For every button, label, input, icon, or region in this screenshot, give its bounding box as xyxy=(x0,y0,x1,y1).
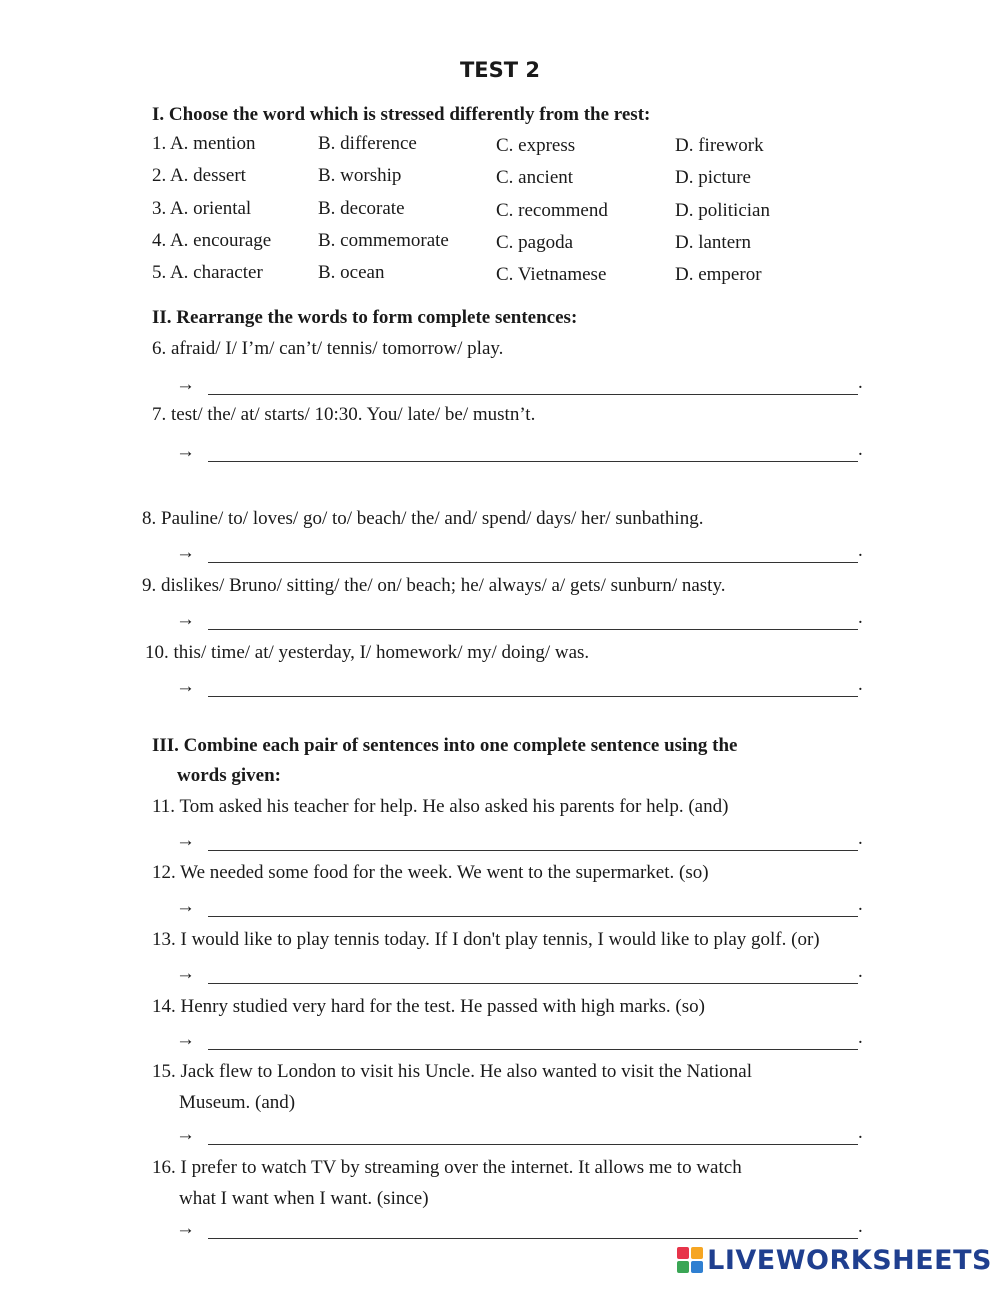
answer-end: . xyxy=(858,1216,863,1237)
answer-line-11[interactable] xyxy=(208,850,858,851)
section3-heading-cont: words given: xyxy=(177,765,281,786)
q2-option[interactable]: C. ancient xyxy=(496,167,574,188)
answer-line-15[interactable] xyxy=(208,1144,858,1145)
question-11: 11. Tom asked his teacher for help. He also asked his parents for help. (and) xyxy=(152,796,729,817)
answer-arrow-icon: → xyxy=(176,374,195,395)
q3-option[interactable]: B. decorate xyxy=(318,198,405,219)
question-9: 9. dislikes/ Bruno/ sitting/ the/ on/ beach; he/ always/ a/ gets/ sunburn/ nasty. xyxy=(142,575,726,596)
answer-line-13[interactable] xyxy=(208,983,858,984)
q5-option[interactable]: 5. A. character xyxy=(152,262,263,283)
question-6: 6. afraid/ I/ I’m/ can’t/ tennis/ tomorrow/ play. xyxy=(152,338,504,359)
q1-option[interactable]: 1. A. mention xyxy=(152,133,256,154)
question-7: 7. test/ the/ at/ starts/ 10:30. You/ late/ be/ mustn’t. xyxy=(152,404,536,425)
answer-line-12[interactable] xyxy=(208,916,858,917)
answer-arrow-icon: → xyxy=(176,542,195,563)
liveworksheets-logo-icon xyxy=(677,1247,703,1273)
answer-end: . xyxy=(858,540,863,561)
answer-arrow-icon: → xyxy=(176,830,195,851)
q4-option[interactable]: B. commemorate xyxy=(318,230,449,251)
question-16-cont: what I want when I want. (since) xyxy=(179,1188,429,1209)
q3-option[interactable]: 3. A. oriental xyxy=(152,198,252,219)
answer-end: . xyxy=(858,894,863,915)
answer-end: . xyxy=(858,372,863,393)
answer-arrow-icon: → xyxy=(176,441,195,462)
question-12: 12. We needed some food for the week. We went to the supermarket. (so) xyxy=(152,862,709,883)
q2-option[interactable]: 2. A. dessert xyxy=(152,165,246,186)
q4-option[interactable]: D. lantern xyxy=(675,232,751,253)
question-15-cont: Museum. (and) xyxy=(179,1092,296,1113)
answer-arrow-icon: → xyxy=(176,1029,195,1050)
section3-heading: III. Combine each pair of sentences into one complete sentence using the xyxy=(152,735,738,756)
answer-end: . xyxy=(858,828,863,849)
q1-option[interactable]: C. express xyxy=(496,135,576,156)
answer-arrow-icon: → xyxy=(176,676,195,697)
q3-option[interactable]: C. recommend xyxy=(496,200,608,221)
answer-end: . xyxy=(858,961,863,982)
q2-option[interactable]: B. worship xyxy=(318,165,402,186)
q5-option[interactable]: B. ocean xyxy=(318,262,385,283)
page-title: TEST 2 xyxy=(459,58,541,82)
answer-line-9[interactable] xyxy=(208,629,858,630)
answer-line-10[interactable] xyxy=(208,696,858,697)
answer-arrow-icon: → xyxy=(176,1124,195,1145)
q5-option[interactable]: C. Vietnamese xyxy=(496,264,607,285)
q5-option[interactable]: D. emperor xyxy=(675,264,762,285)
brand-text: LIVEWORKSHEETS xyxy=(707,1244,992,1276)
q4-option[interactable]: C. pagoda xyxy=(496,232,574,253)
q1-option[interactable]: D. firework xyxy=(675,135,764,156)
answer-arrow-icon: → xyxy=(176,896,195,917)
question-8: 8. Pauline/ to/ loves/ go/ to/ beach/ the/ and/ spend/ days/ her/ sunbathing. xyxy=(142,508,704,529)
answer-end: . xyxy=(858,607,863,628)
question-14: 14. Henry studied very hard for the test. He passed with high marks. (so) xyxy=(152,996,705,1017)
answer-line-14[interactable] xyxy=(208,1049,858,1050)
answer-line-8[interactable] xyxy=(208,562,858,563)
q4-option[interactable]: 4. A. encourage xyxy=(152,230,272,251)
q1-option[interactable]: B. difference xyxy=(318,133,417,154)
question-15: 15. Jack flew to London to visit his Uncle. He also wanted to visit the National xyxy=(152,1061,752,1082)
question-16: 16. I prefer to watch TV by streaming over the internet. It allows me to watch xyxy=(152,1157,742,1178)
question-13: 13. I would like to play tennis today. If I don't play tennis, I would like to play golf. (or) xyxy=(152,929,820,950)
answer-arrow-icon: → xyxy=(176,963,195,984)
q3-option[interactable]: D. politician xyxy=(675,200,770,221)
answer-end: . xyxy=(858,674,863,695)
answer-line-6[interactable] xyxy=(208,394,858,395)
answer-end: . xyxy=(858,439,863,460)
question-10: 10. this/ time/ at/ yesterday, I/ homework/ my/ doing/ was. xyxy=(145,642,590,663)
answer-end: . xyxy=(858,1027,863,1048)
liveworksheets-brand xyxy=(677,1243,992,1277)
answer-arrow-icon: → xyxy=(176,609,195,630)
answer-line-16[interactable] xyxy=(208,1238,858,1239)
answer-arrow-icon: → xyxy=(176,1218,195,1239)
answer-line-7[interactable] xyxy=(208,461,858,462)
q2-option[interactable]: D. picture xyxy=(675,167,751,188)
answer-end: . xyxy=(858,1122,863,1143)
section1-heading: I. Choose the word which is stressed differently from the rest: xyxy=(152,104,651,125)
section2-heading: II. Rearrange the words to form complete sentences: xyxy=(152,307,578,328)
